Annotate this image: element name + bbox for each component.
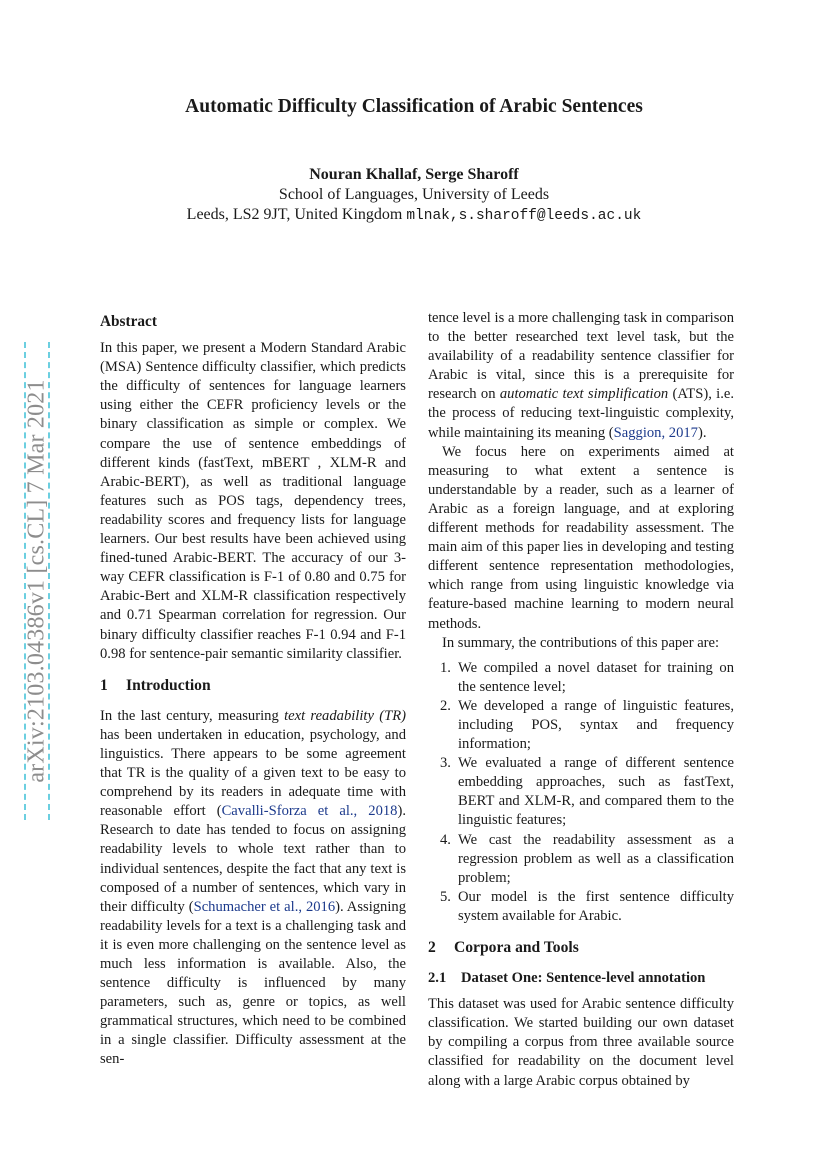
citation-link[interactable]: Saggion, 2017 <box>613 424 698 441</box>
introduction-paragraph-3: In summary, the contributions of this paper are: <box>442 634 720 651</box>
intro-text: In the last century, measuring <box>100 707 285 724</box>
intro-term-ats: automatic text simplification <box>499 386 669 403</box>
contribution-item <box>428 697 734 754</box>
subsection-title: Dataset One: Sentence-level annotation <box>461 970 706 987</box>
affiliation-line-1: School of Languages, University of Leeds <box>278 186 550 203</box>
citation-link[interactable]: Schumacher et al., 2016 <box>193 898 336 915</box>
section-number: 1 <box>100 676 108 694</box>
introduction-paragraph-1-continued <box>428 309 734 443</box>
section-title: Introduction <box>126 676 211 694</box>
abstract-heading: Abstract <box>100 313 157 330</box>
contribution-text: We evaluated a range of different sentence embedding approaches, such as fastText, BERT and XLM-R, and compared them to the linguistic features; <box>458 755 734 829</box>
affiliation-address: Leeds, LS2 9JT, United Kingdom <box>186 206 403 223</box>
arxiv-id[interactable]: arXiv:2103.04386v1 [cs.CL] 7 Mar 2021 <box>23 379 50 783</box>
introduction-paragraph-2: We focus here on experiments aimed at measuring to what extent a sentence is understandable by a reader, such as a learner of Arabic as a foreign language, and at exploring different methods for readability assessment. The main aim of this paper lies in developing and testing different sentence representation methodologies, which range from using linguistic knowledge via feature-based machine learning to modern neural methods. <box>428 443 734 632</box>
contribution-number: 3. <box>440 755 451 772</box>
citation-link[interactable]: Cavalli-Sforza et al., 2018 <box>221 803 398 820</box>
contribution-number: 2. <box>440 697 451 714</box>
introduction-paragraph-1 <box>100 707 406 1070</box>
contribution-item <box>428 754 734 830</box>
intro-term-tr: text readability (TR) <box>284 707 406 724</box>
contribution-text: We developed a range of linguistic features, including POS, syntax and frequency information; <box>458 697 734 753</box>
intro-text: ). Assigning readability levels for a text is a challenging task and it is even more challenging on the sentence level as much less information is available. Also, the sentence difficulty is influenced by many parameters, such as, genre or topics, as well grammatical structures, which need to be combined in a single classifier. Difficulty assessment at the sen- <box>100 898 406 1068</box>
contribution-item <box>428 659 734 697</box>
intro-text: (ATS), i.e. the process of reducing text-linguistic complexity, while maintaining its meaning ( <box>428 386 734 441</box>
subsection-number: 2.1 <box>428 970 447 987</box>
paper-title: Automatic Difficulty Classification of Arabic Sentences <box>185 96 643 117</box>
intro-text-continued: tence level is a more challenging task in comparison to the better researched text level task, but the availability of a readability sentence classifier for Arabic is vital, since this is a prerequisite for research on <box>428 310 734 403</box>
arxiv-stamp[interactable] <box>24 342 50 820</box>
left-column <box>100 309 406 1070</box>
intro-text: ). <box>697 424 707 441</box>
contribution-text: We compiled a novel dataset for training on the sentence level; <box>458 659 734 695</box>
contribution-number: 1. <box>440 659 451 676</box>
abstract-text: In this paper, we present a Modern Standard Arabic (MSA) Sentence difficulty classifier, which predicts the difficulty of sentences for language learners using either the CEFR proficiency levels or the binary classification as simple or complex. We compare the use of sentence embeddings of different kinds (fastText, mBERT , XLM-R and Arabic-BERT), as well as traditional language features such as POS tags, dependency trees, readability scores and frequency lists for language learners. Our best results have been achieved using fined-tuned Arabic-BERT. The accuracy of our 3-way CEFR classification is F-1 of 0.80 and 0.75 for Arabic-Bert and XLM-R classification respectively and 0.71 Spearman correlation for regression. Our binary difficulty classifier reaches F-1 0.94 and F-1 0.98 for sentence-pair semantic similarity classifier. <box>100 340 406 662</box>
section-number: 2 <box>428 939 436 956</box>
section-introduction-heading <box>100 676 406 695</box>
section-title: Corpora and Tools <box>454 939 579 956</box>
intro-text: has been undertaken in education, psychology, and linguistics. There appears to be some agreement that TR is the quality of a given text to be easy to comprehend by its readers in adequate time with reasonable effort ( <box>100 726 406 820</box>
contribution-number: 5. <box>440 888 451 905</box>
contribution-text: Our model is the first sentence difficulty system available for Arabic. <box>458 888 734 924</box>
corpora-paragraph-1: This dataset was used for Arabic sentence difficulty classification. We started building our own dataset by compiling a corpus from three available source classified for readability on the document level along with a large Arabic corpus obtained by <box>428 996 734 1089</box>
contribution-number: 4. <box>440 831 451 848</box>
contribution-text: We cast the readability assessment as a regression problem as well as a classification problem; <box>458 831 734 886</box>
contribution-item <box>428 888 734 926</box>
contributions-list <box>428 659 734 926</box>
intro-text: ). Research to date has tended to focus on assigning readability levels to whole text rather than to individual sentences, despite the fact that any text is composed of a number of sentences, which vary in their difficulty ( <box>100 803 406 915</box>
subsection-dataset-one-heading <box>428 969 734 988</box>
affiliation-line-2 <box>0 206 828 224</box>
contribution-item <box>428 831 734 888</box>
author-names: Nouran Khallaf, Serge Sharoff <box>309 166 519 183</box>
section-corpora-heading <box>428 938 734 957</box>
author-email[interactable]: mlnak,s.sharoff@leeds.ac.uk <box>406 208 642 224</box>
right-column <box>428 309 734 1091</box>
